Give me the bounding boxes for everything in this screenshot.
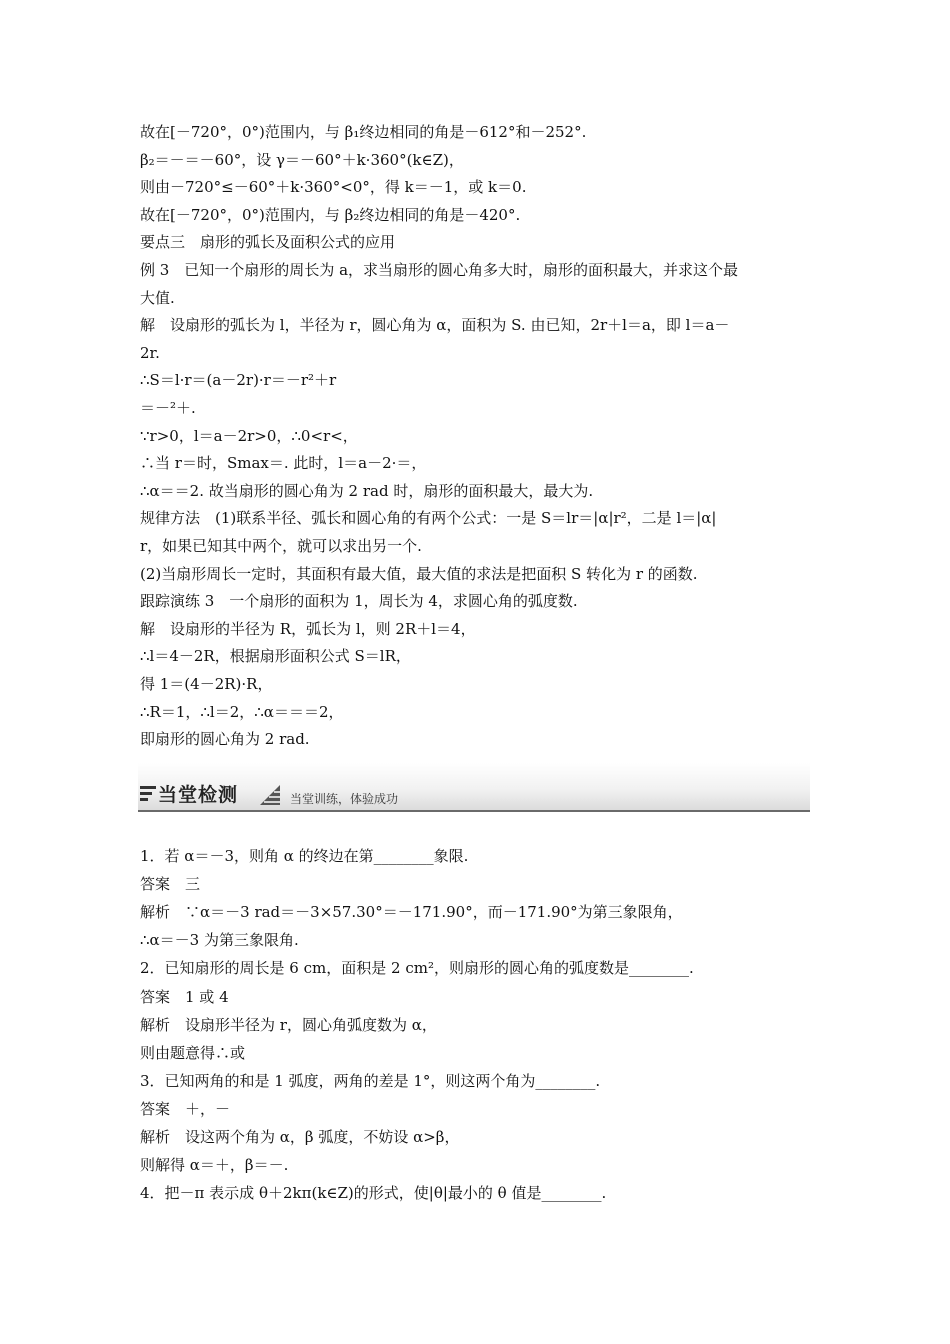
- text-line: ∴l＝4－2R，根据扇形面积公式 S＝lR，: [140, 647, 411, 666]
- text-line: 答案 1 或 4: [140, 987, 229, 1006]
- text-line: 答案 ＋，－: [140, 1099, 231, 1118]
- text-line: ∵r>0，l＝a－2r>0，∴0<r<，: [140, 426, 358, 445]
- banner-subtitle: 当堂训练，体验成功: [290, 792, 399, 806]
- text-line: r，如果已知其中两个，就可以求出另一个.: [140, 537, 422, 555]
- text-line: 解析 ∵α＝－3 rad＝－3×57.30°＝－171.90°，而－171.90°为第三象限角，: [140, 903, 683, 922]
- text-line: 解 设扇形的半径为 R，弧长为 l，则 2R＋l＝4，: [140, 619, 476, 638]
- banner-rule: [138, 810, 810, 812]
- text-line: β₂＝－＝－60°，设 γ＝－60°＋k·360°(k∈Z)，: [140, 150, 464, 169]
- text-line: 2r.: [140, 343, 160, 362]
- text-line: ∴α＝－3 为第三象限角.: [140, 931, 299, 950]
- text-line: 得 1＝(4－2R)·R，: [140, 675, 273, 693]
- text-line: 故在[－720°，0°)范围内，与 β₁终边相同的角是－612°和－252°.: [140, 123, 587, 141]
- text-line: 解 设扇形的弧长为 l，半径为 r，圆心角为 α，面积为 S. 由已知，2r＋l＝a，即 l＝a－: [140, 316, 730, 335]
- stripes-icon: [140, 785, 158, 803]
- section-banner: [138, 763, 810, 812]
- text-line: 2．已知扇形的周长是 6 cm，面积是 2 cm²，则扇形的圆心角的弧度数是________.: [140, 959, 694, 978]
- text-line: 解析 设这两个角为 α，β 弧度，不妨设 α>β，: [140, 1128, 460, 1146]
- text-line: 1．若 α＝－3，则角 α 的终边在第________象限.: [140, 847, 469, 865]
- text-line: ∴当 r＝时，Smax＝. 此时，l＝a－2·＝，: [140, 454, 427, 473]
- text-line: 即扇形的圆心角为 2 rad.: [140, 730, 310, 749]
- text-line: ∴S＝l·r＝(a－2r)·r＝－r²＋r: [140, 371, 337, 390]
- text-line: 要点三 扇形的弧长及面积公式的应用: [140, 233, 396, 252]
- text-line: 则解得 α＝＋，β＝－.: [140, 1156, 289, 1175]
- text-line: 跟踪演练 3 一个扇形的面积为 1，周长为 4，求圆心角的弧度数.: [140, 592, 578, 611]
- text-line: 则由－720°≤－60°＋k·360°<0°，得 k＝－1，或 k＝0.: [140, 178, 527, 197]
- text-line: 4．把－π 表示成 θ＋2kπ(k∈Z)的形式，使|θ|最小的 θ 值是________.: [140, 1184, 607, 1203]
- text-line: ＝－²＋.: [140, 399, 196, 417]
- text-line: 例 3 已知一个扇形的周长为 a，求当扇形的圆心角多大时，扇形的面积最大，并求这个最: [140, 261, 739, 279]
- text-line: 3．已知两角的和是 1 弧度，两角的差是 1°，则这两个角为________.: [140, 1071, 601, 1090]
- text-line: (2)当扇形周长一定时，其面积有最大值，最大值的求法是把面积 S 转化为 r 的函数.: [140, 564, 698, 583]
- text-line: 答案 三: [140, 875, 201, 894]
- text-line: 故在[－720°，0°)范围内，与 β₂终边相同的角是－420°.: [140, 205, 521, 224]
- banner-title: 当堂检测: [158, 784, 239, 806]
- text-line: ∴α＝＝2. 故当扇形的圆心角为 2 rad 时，扇形的面积最大，最大为.: [140, 481, 594, 500]
- triangle-stripes-icon: [258, 785, 282, 807]
- text-line: 大值.: [140, 288, 175, 307]
- text-line: 解析 设扇形半径为 r，圆心角弧度数为 α，: [140, 1015, 437, 1034]
- text-line: ∴R＝1，∴l＝2，∴α＝＝＝2，: [140, 702, 344, 721]
- text-line: 规律方法 (1)联系半径、弧长和圆心角的有两个公式：一是 S＝lr＝|α|r²，二是 l＝|α|: [140, 509, 717, 528]
- text-line: 则由题意得∴或: [140, 1043, 246, 1062]
